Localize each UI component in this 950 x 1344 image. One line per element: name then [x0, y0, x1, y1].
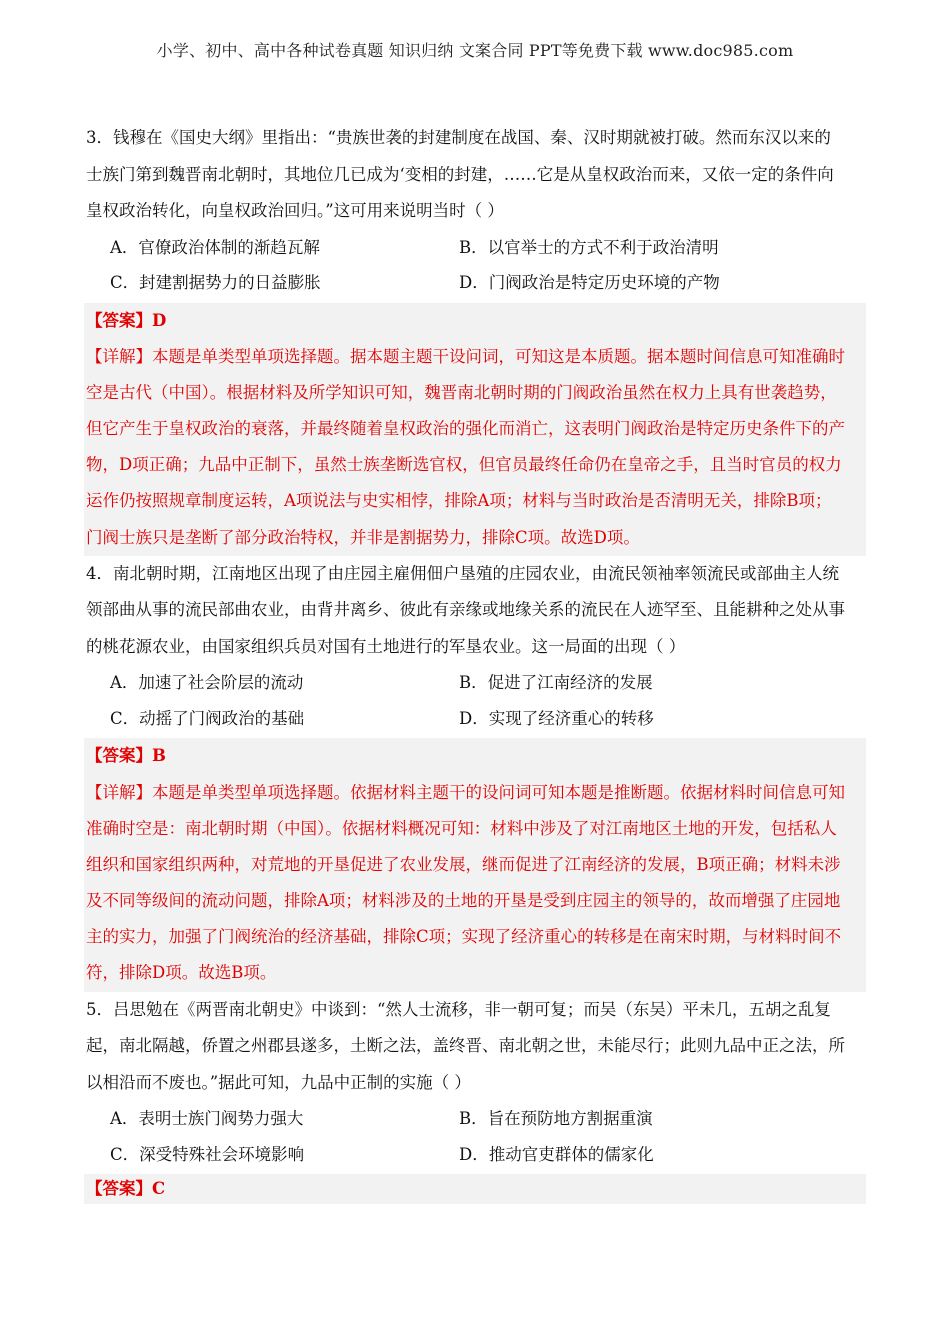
question-5-line-3: 以相沿而不废也。”据此可知，九品中正制的实施（ ） [86, 1072, 471, 1092]
question-4-option-b: B．促进了江南经济的发展 [459, 673, 653, 693]
question-3-option-d: D．门阀政治是特定历史环境的产物 [459, 273, 720, 292]
question-3-answer: 【答案】D [86, 310, 167, 330]
question-3-option-b: B．以官举士的方式不利于政治清明 [459, 237, 719, 257]
question-4-analysis-line-1: 【详解】本题是单类型单项选择题。依据材料主题干的设问词可知本题是推断题。依据材料时间信息可知 [86, 782, 845, 802]
question-4-option-c: C．动摇了门阀政治的基础 [110, 708, 305, 728]
question-3-option-a: A．官僚政治体制的渐趋瓦解 [110, 237, 320, 257]
document-body [86, 120, 864, 1204]
question-3-analysis-line-2: 空是古代（中国）。根据材料及所学知识可知，魏晋南北朝时期的门阀政治虽然在权力上具有世袭趋势， [86, 382, 837, 402]
question-3-line-3: 皇权政治转化，向皇权政治回归。”这可用来说明当时（ ） [86, 201, 504, 220]
question-3-stem [86, 120, 864, 230]
question-4-option-d: D．实现了经济重心的转移 [459, 708, 654, 728]
question-4-analysis-line-2: 准确时空是：南北朝时期（中国）。依据材料概况可知：材料中涉及了对江南地区土地的开发，包括私人 [86, 818, 837, 838]
question-4-line-1: 4．南北朝时期，江南地区出现了由庄园主雇佣佃户垦殖的庄园农业，由流民领袖率领流民或部曲主人统 [86, 563, 839, 583]
question-4-analysis-line-6: 符，排除D项。故选B项。 [86, 963, 277, 983]
question-4-solution [84, 738, 866, 991]
question-4-stem [86, 556, 864, 666]
question-5-answer: 【答案】C [84, 1174, 866, 1204]
question-4-option-a: A．加速了社会阶层的流动 [110, 673, 304, 693]
question-5-options [86, 1101, 864, 1172]
question-4-analysis-line-4: 及不同等级间的流动问题，排除A项；材料涉及的土地的开垦是受到庄园主的领导的，故而增强了庄园地 [86, 891, 841, 911]
question-5-line-1: 5．吕思勉在《两晋南北朝史》中谈到：“然人士流移，非一朝可复；而吴（东吴）平未几，五胡之乱复 [86, 999, 831, 1019]
question-5-option-a: A．表明士族门阀势力强大 [110, 1109, 304, 1129]
question-3-option-c: C．封建割据势力的日益膨胀 [110, 273, 321, 292]
question-3-options [86, 230, 864, 301]
question-4-analysis-line-3: 组织和国家组织两种，对荒地的开垦促进了农业发展，继而促进了江南经济的发展，B项正确；材料未涉 [86, 854, 841, 874]
question-4-answer: 【答案】B [86, 746, 166, 766]
question-5-option-b: B．旨在预防地方割据重演 [459, 1109, 653, 1129]
question-4-line-2: 领部曲从事的流民部曲农业，由背井离乡、彼此有亲缘或地缘关系的流民在人迹罕至、且能耕种之处从事 [86, 600, 845, 620]
question-3-analysis-line-3: 但它产生于皇权政治的衰落，并最终随着皇权政治的强化而消亡，这表明门阀政治是特定历史条件下的产 [86, 419, 845, 439]
question-5-stem [86, 992, 864, 1102]
question-3-analysis-line-5: 运作仍按照规章制度运转，A项说法与史实相悖，排除A项；材料与当时政治是否清明无关，排除B项； [86, 491, 832, 511]
question-5-option-d: D．推动官吏群体的儒家化 [459, 1144, 654, 1164]
question-3-analysis-line-4: 物，D项正确；九品中正制下，虽然士族垄断选官权，但官员最终任命仍在皇帝之手，且当时官员的权力 [86, 455, 842, 475]
question-4-line-3: 的桃花源农业，由国家组织兵员对国有土地进行的军垦农业。这一局面的出现（ ） [86, 636, 686, 656]
question-4-options [86, 665, 864, 736]
question-3-line-1: 3．钱穆在《国史大纲》里指出：“贵族世袭的封建制度在战国、秦、汉时期就被打破。然而东汉以来的 [86, 128, 831, 147]
question-3-line-2: 士族门第到魏晋南北朝时，其地位几已成为‘变相的封建，……它是从皇权政治而来，又依一定的条件向 [86, 164, 834, 184]
question-5-line-2: 起，南北隔越，侨置之州郡县遂多，土断之法，盖终晋、南北朝之世，未能尽行；此则九品中正之法，所 [86, 1036, 845, 1056]
page-header: 小学、初中、高中各种试卷真题 知识归纳 文案合同 PPT等免费下载 www.doc985.com [156, 41, 794, 60]
question-4-analysis-line-5: 主的实力，加强了门阀统治的经济基础，排除C项；实现了经济重心的转移是在南宋时期，与材料时间不 [86, 927, 842, 947]
question-3-analysis-line-1: 【详解】本题是单类型单项选择题。据本题主题干设问词，可知这是本质题。据本题时间信息可知准确时 [86, 346, 845, 366]
question-3-analysis-line-6: 门阀士族只是垄断了部分政治特权，并非是割据势力，排除C项。故选D项。 [86, 527, 640, 547]
question-3-solution [84, 303, 866, 556]
question-5-option-c: C．深受特殊社会环境影响 [110, 1144, 305, 1164]
